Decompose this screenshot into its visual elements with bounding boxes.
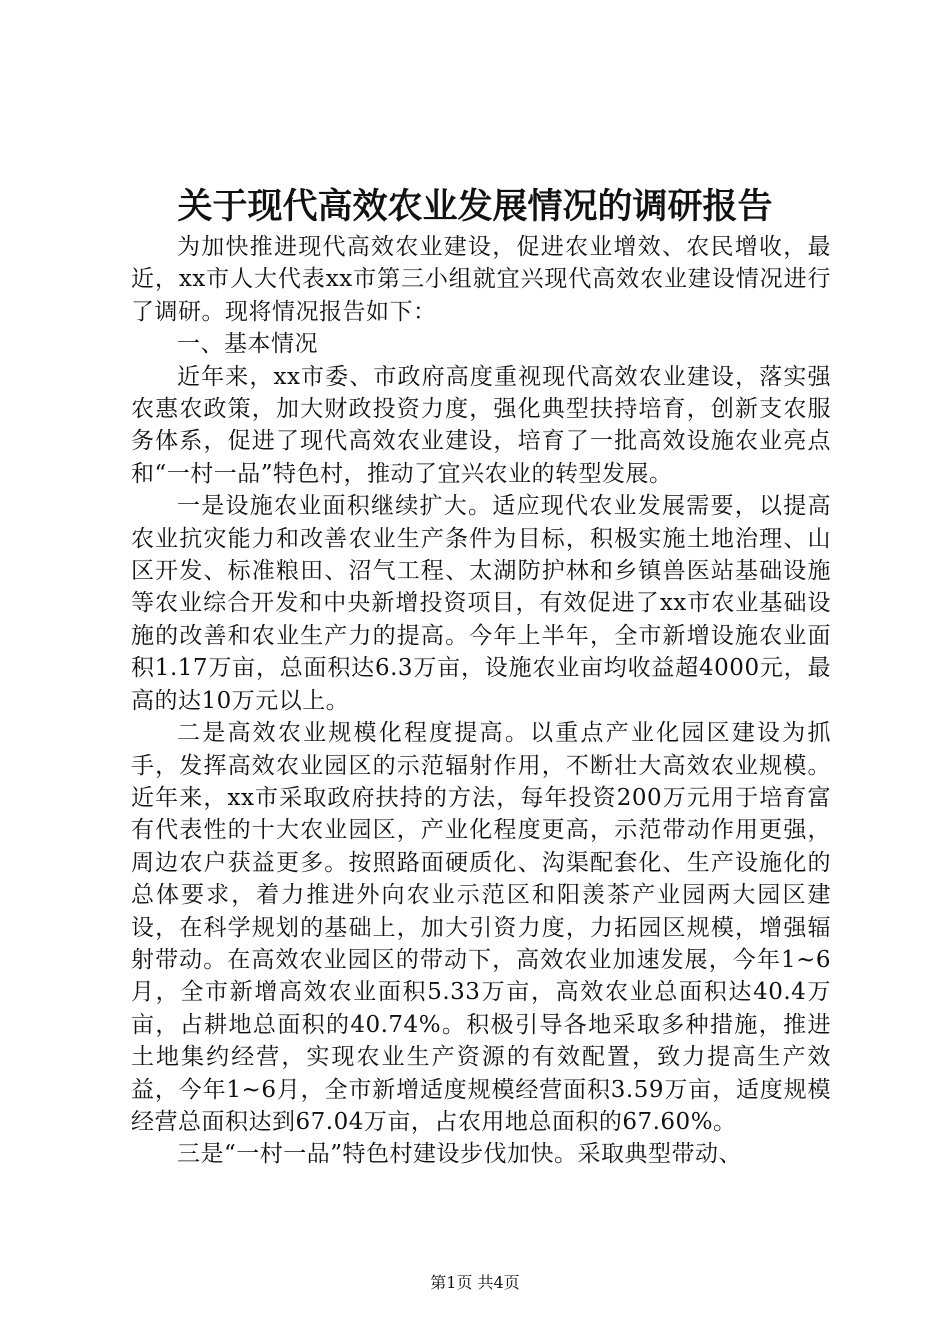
intro-paragraph: 为加快推进现代高效农业建设，促进农业增效、农民增收，最近，xx市人大代表xx市第三小组就宜兴现代高效农业建设情况进行了调研。现将情况报告如下： <box>131 234 831 325</box>
section-heading-basic-situation: 一、基本情况 <box>177 331 318 358</box>
point-two-paragraph: 二是高效农业规模化程度提高。以重点产业化园区建设为抓手，发挥高效农业园区的示范辐射作用，不断壮大高效农业规模。近年来，xx市采取政府扶持的方法，每年投资200万元用于培育富有代表性的十大农业园区，产业化程度更高，示范带动作用更强，周边农户获益更多。按照路面硬质化、沟渠配套化、生产设施化的总体要求，着力推进外向农业示范区和阳羡茶产业园两大园区建设，在科学规划的基础上，加大引资力度，力拓园区规模，增强辐射带动。在高效农业园区的带动下，高效农业加速发展，今年1~6月，全市新增高效农业面积5.33万亩，高效农业总面积达40.4万亩，占耕地总面积的40.74%。积极引导各地采取多种措施，推进土地集约经营，实现农业生产资源的有效配置，致力提高生产效益，今年1~6月，全市新增适度规模经营面积3.59万亩，适度规模经营总面积达到67.04万亩，占农用地总面积的67.60%。 <box>131 720 831 1135</box>
point-one-paragraph: 一是设施农业面积继续扩大。适应现代农业发展需要，以提高农业抗灾能力和改善农业生产条件为目标，积极实施土地治理、山区开发、标准粮田、沼气工程、太湖防护林和乡镇兽医站基础设施等农业综合开发和中央新增投资项目，有效促进了xx市农业基础设施的改善和农业生产力的提高。今年上半年，全市新增设施农业面积1.17万亩，总面积达6.3万亩，设施农业亩均收益超4000元，最高的达10万元以上。 <box>131 493 831 714</box>
document-body <box>131 231 831 1171</box>
point-three-paragraph: 三是“一村一品”特色村建设步伐加快。采取典型带动、 <box>177 1141 743 1168</box>
overview-paragraph: 近年来，xx市委、市政府高度重视现代高效农业建设，落实强农惠农政策，加大财政投资力度，强化典型扶持培育，创新支农服务体系，促进了现代高效农业建设，培育了一批高效设施农业亮点和“一村一品”特色村，推动了宜兴农业的转型发展。 <box>131 363 831 487</box>
document-title: 关于现代高效农业发展情况的调研报告 <box>177 186 773 227</box>
page-number-footer: 第1页 共4页 <box>430 1273 520 1292</box>
